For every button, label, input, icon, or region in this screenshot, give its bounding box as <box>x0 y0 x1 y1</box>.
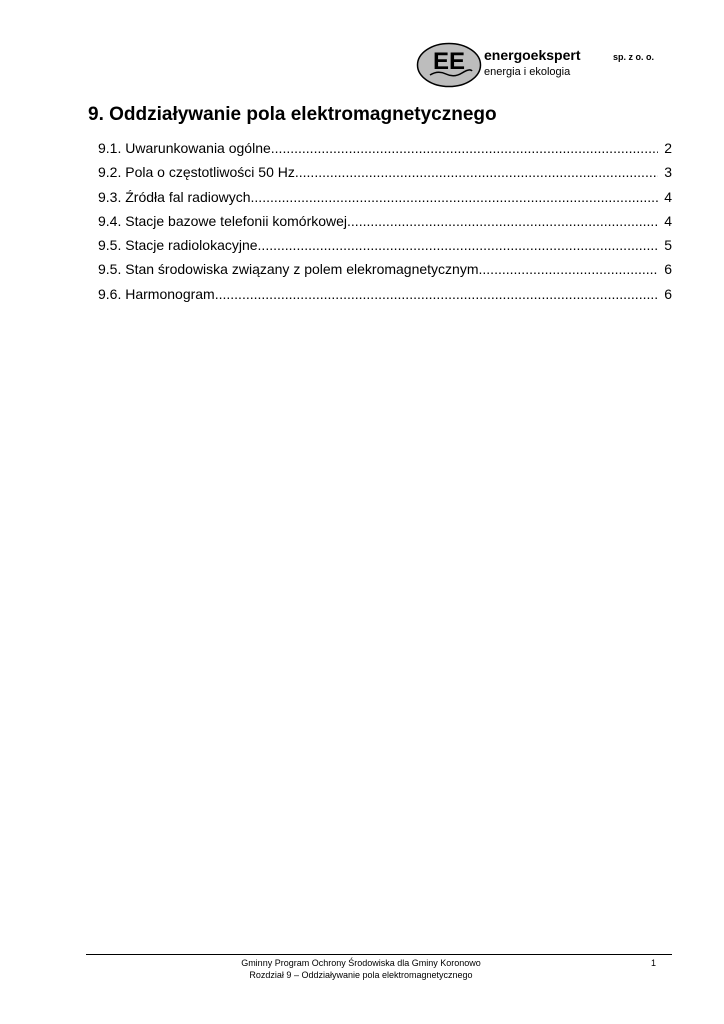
company-name: energoekspert <box>484 47 581 63</box>
toc-dot-leader <box>215 282 658 306</box>
toc-entry-page: 6 <box>664 285 672 302</box>
toc-entry-page: 4 <box>664 188 672 205</box>
chapter-heading: 9. Oddziaływanie pola elektromagnetycznego <box>88 104 497 125</box>
toc-dot-leader <box>258 233 658 257</box>
toc-entry-label: 9.3. Źródła fal radiowych <box>98 188 251 205</box>
footer-chapter-title: Rozdział 9 – Oddziaływanie pola elektromagnetycznego <box>249 970 473 980</box>
toc-dot-leader <box>347 209 658 233</box>
footer-page-number: 1 <box>650 958 656 968</box>
toc-entry[interactable] <box>98 257 672 281</box>
logo-letters: EE <box>432 48 466 75</box>
company-logo <box>416 42 482 88</box>
footer-divider <box>86 954 672 955</box>
toc-dot-leader <box>479 257 658 281</box>
toc-dot-leader <box>271 136 658 160</box>
company-suffix: sp. z o. o. <box>613 52 655 62</box>
toc-entry-label: 9.4. Stacje bazowe telefonii komórkowej <box>98 212 348 229</box>
table-of-contents <box>98 136 672 306</box>
toc-entry-page: 4 <box>664 212 672 229</box>
toc-entry[interactable] <box>98 233 672 257</box>
toc-entry-page: 2 <box>664 140 672 156</box>
company-tagline: energia i ekologia <box>484 66 571 78</box>
toc-entry[interactable] <box>98 160 672 184</box>
toc-entry[interactable] <box>98 185 672 209</box>
toc-entry[interactable] <box>98 282 672 306</box>
toc-entry-label: 9.1. Uwarunkowania ogólne <box>98 140 271 156</box>
toc-dot-leader <box>251 185 658 209</box>
toc-entry-page: 3 <box>664 164 672 181</box>
toc-entry-page: 5 <box>664 237 672 254</box>
toc-entry-page: 6 <box>664 261 672 278</box>
toc-entry-label: 9.5. Stan środowiska związany z polem elekromagnetycznym <box>98 261 479 278</box>
footer-program-title: Gminny Program Ochrony Środowiska dla Gminy Koronowo <box>241 958 481 968</box>
toc-entry-label: 9.5. Stacje radiolokacyjne <box>98 237 258 254</box>
toc-entry[interactable] <box>98 209 672 233</box>
toc-entry-label: 9.2. Pola o częstotliwości 50 Hz <box>98 164 295 181</box>
toc-entry[interactable] <box>98 136 672 160</box>
toc-dot-leader <box>295 160 658 184</box>
toc-entry-label: 9.6. Harmonogram <box>98 285 215 302</box>
